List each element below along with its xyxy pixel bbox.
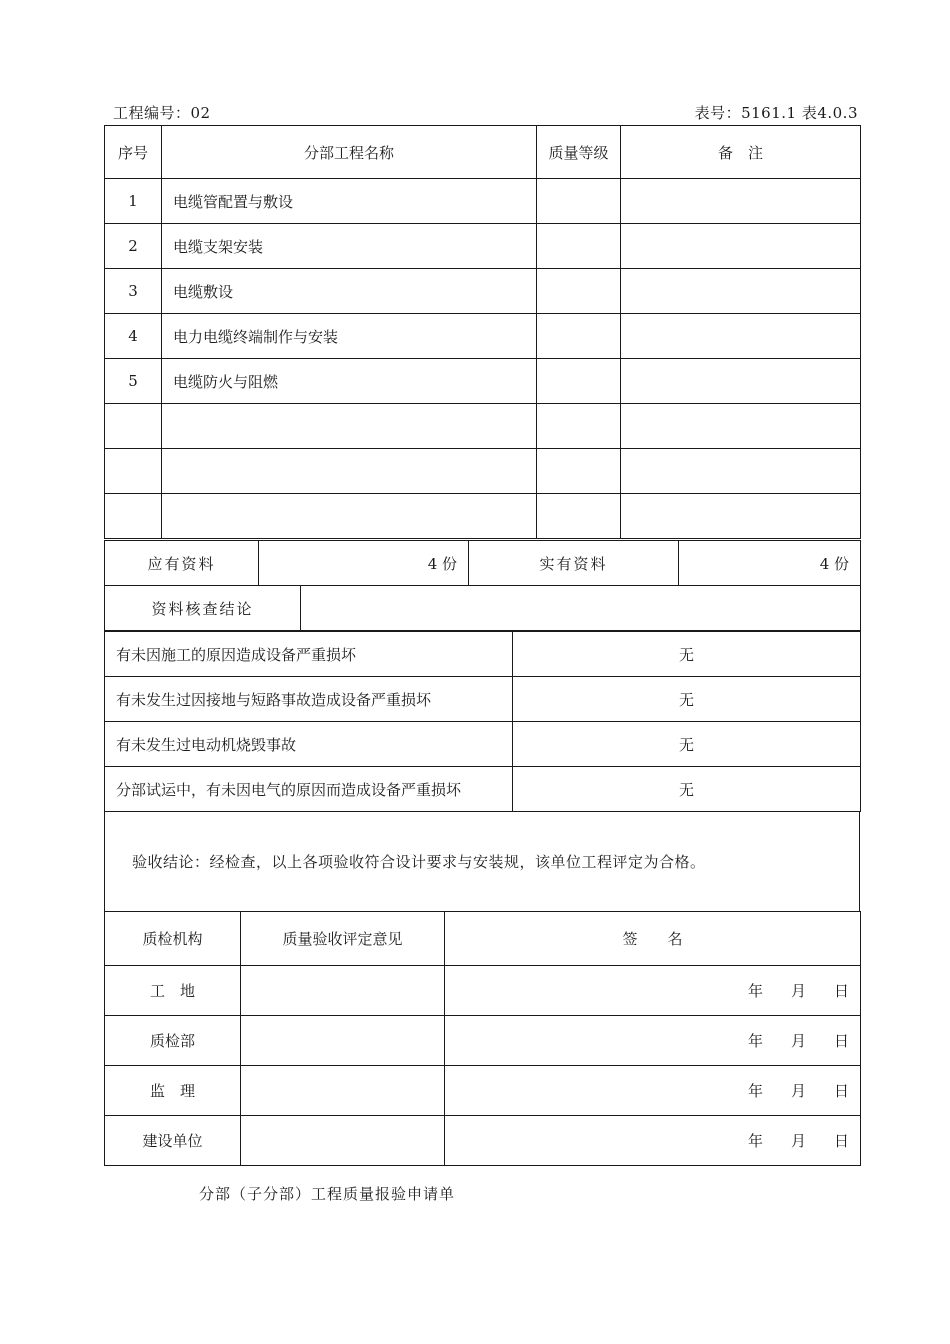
col-header-org: 质检机构 xyxy=(105,912,241,966)
check-question: 有未因施工的原因造成设备严重损坏 xyxy=(105,632,513,677)
col-header-signature: 签 名 xyxy=(445,912,861,966)
row-grade[interactable] xyxy=(537,314,621,359)
col-header-no: 序号 xyxy=(105,126,162,179)
date-year: 年 xyxy=(747,1132,763,1150)
required-docs-value[interactable]: 4 份 xyxy=(259,541,469,586)
row-name: 电缆管配置与敷设 xyxy=(162,179,537,224)
review-label: 资料核查结论 xyxy=(105,586,301,631)
row-no: 2 xyxy=(105,224,162,269)
row-note[interactable] xyxy=(621,359,861,404)
row-note[interactable] xyxy=(621,224,861,269)
row-name[interactable] xyxy=(162,449,537,494)
date-year: 年 xyxy=(747,1082,763,1100)
signature-date-cell[interactable] xyxy=(445,1116,861,1166)
row-grade[interactable] xyxy=(537,494,621,539)
check-answer[interactable]: 无 xyxy=(513,722,861,767)
org-name: 监 理 xyxy=(105,1066,241,1116)
date-month: 月 xyxy=(790,1132,806,1150)
date-day: 日 xyxy=(833,982,849,1000)
documents-row xyxy=(105,541,861,586)
col-header-opinion: 质量验收评定意见 xyxy=(241,912,445,966)
row-note[interactable] xyxy=(621,314,861,359)
row-no: 5 xyxy=(105,359,162,404)
row-name[interactable] xyxy=(162,494,537,539)
row-grade[interactable] xyxy=(537,179,621,224)
check-row xyxy=(105,767,861,812)
date-month: 月 xyxy=(790,1082,806,1100)
documents-table xyxy=(104,540,861,586)
signature-row xyxy=(105,966,861,1016)
table-row xyxy=(105,359,861,404)
row-no: 4 xyxy=(105,314,162,359)
date-month: 月 xyxy=(790,982,806,1000)
row-grade[interactable] xyxy=(537,359,621,404)
sub-project-table xyxy=(104,125,861,539)
opinion-cell[interactable] xyxy=(241,1116,445,1166)
check-answer[interactable]: 无 xyxy=(513,767,861,812)
row-no xyxy=(105,404,162,449)
signature-date-cell[interactable] xyxy=(445,1066,861,1116)
row-name: 电缆支架安装 xyxy=(162,224,537,269)
check-question: 分部试运中，有未因电气的原因而造成设备严重损坏 xyxy=(105,767,513,812)
date-day: 日 xyxy=(833,1032,849,1050)
org-name: 质检部 xyxy=(105,1016,241,1066)
row-note[interactable] xyxy=(621,449,861,494)
row-no: 1 xyxy=(105,179,162,224)
row-no xyxy=(105,494,162,539)
check-row xyxy=(105,722,861,767)
signature-row xyxy=(105,1116,861,1166)
actual-docs-label: 实有资料 xyxy=(469,541,679,586)
table-row xyxy=(105,404,861,449)
org-name: 建设单位 xyxy=(105,1116,241,1166)
form-title-footer: 分部（子分部）工程质量报验申请单 xyxy=(199,1185,456,1203)
date-month: 月 xyxy=(790,1032,806,1050)
actual-docs-value[interactable]: 4 份 xyxy=(679,541,861,586)
review-value[interactable] xyxy=(301,586,861,631)
project-number: 工程编号：02 xyxy=(113,104,211,122)
table-row xyxy=(105,269,861,314)
review-row xyxy=(105,586,861,631)
date-day: 日 xyxy=(833,1082,849,1100)
opinion-cell[interactable] xyxy=(241,966,445,1016)
check-row xyxy=(105,677,861,722)
row-note[interactable] xyxy=(621,179,861,224)
table-row xyxy=(105,179,861,224)
check-row xyxy=(105,632,861,677)
table-row xyxy=(105,494,861,539)
row-name: 电缆防火与阻燃 xyxy=(162,359,537,404)
row-grade[interactable] xyxy=(537,224,621,269)
conclusion-table xyxy=(104,811,860,912)
signature-row xyxy=(105,1066,861,1116)
date-year: 年 xyxy=(747,982,763,1000)
form-number: 表号：5161.1 表4.0.3 xyxy=(694,104,858,122)
row-no xyxy=(105,449,162,494)
acceptance-conclusion[interactable]: 验收结论：经检查，以上各项验收符合设计要求与安装规，该单位工程评定为合格。 xyxy=(105,812,860,912)
row-note[interactable] xyxy=(621,494,861,539)
table-header-row xyxy=(105,126,861,179)
row-name[interactable] xyxy=(162,404,537,449)
row-note[interactable] xyxy=(621,269,861,314)
signature-row xyxy=(105,1016,861,1066)
check-answer[interactable]: 无 xyxy=(513,632,861,677)
review-table xyxy=(104,585,861,631)
signature-header-row xyxy=(105,912,861,966)
org-name: 工 地 xyxy=(105,966,241,1016)
row-no: 3 xyxy=(105,269,162,314)
table-row xyxy=(105,314,861,359)
check-question: 有未发生过电动机烧毁事故 xyxy=(105,722,513,767)
opinion-cell[interactable] xyxy=(241,1066,445,1116)
signature-table xyxy=(104,911,861,1166)
date-year: 年 xyxy=(747,1032,763,1050)
row-note[interactable] xyxy=(621,404,861,449)
row-name: 电力电缆终端制作与安装 xyxy=(162,314,537,359)
col-header-grade: 质量等级 xyxy=(537,126,621,179)
row-grade[interactable] xyxy=(537,449,621,494)
table-row xyxy=(105,224,861,269)
date-day: 日 xyxy=(833,1132,849,1150)
conclusion-row xyxy=(105,812,860,912)
check-question: 有未发生过因接地与短路事故造成设备严重损坏 xyxy=(105,677,513,722)
required-docs-label: 应有资料 xyxy=(105,541,259,586)
check-answer[interactable]: 无 xyxy=(513,677,861,722)
signature-date-cell[interactable] xyxy=(445,1016,861,1066)
col-header-name: 分部工程名称 xyxy=(162,126,537,179)
row-grade[interactable] xyxy=(537,269,621,314)
signature-date-cell[interactable] xyxy=(445,966,861,1016)
table-row xyxy=(105,449,861,494)
row-name: 电缆敷设 xyxy=(162,269,537,314)
col-header-note: 备 注 xyxy=(621,126,861,179)
opinion-cell[interactable] xyxy=(241,1016,445,1066)
checks-table xyxy=(104,631,861,812)
row-grade[interactable] xyxy=(537,404,621,449)
